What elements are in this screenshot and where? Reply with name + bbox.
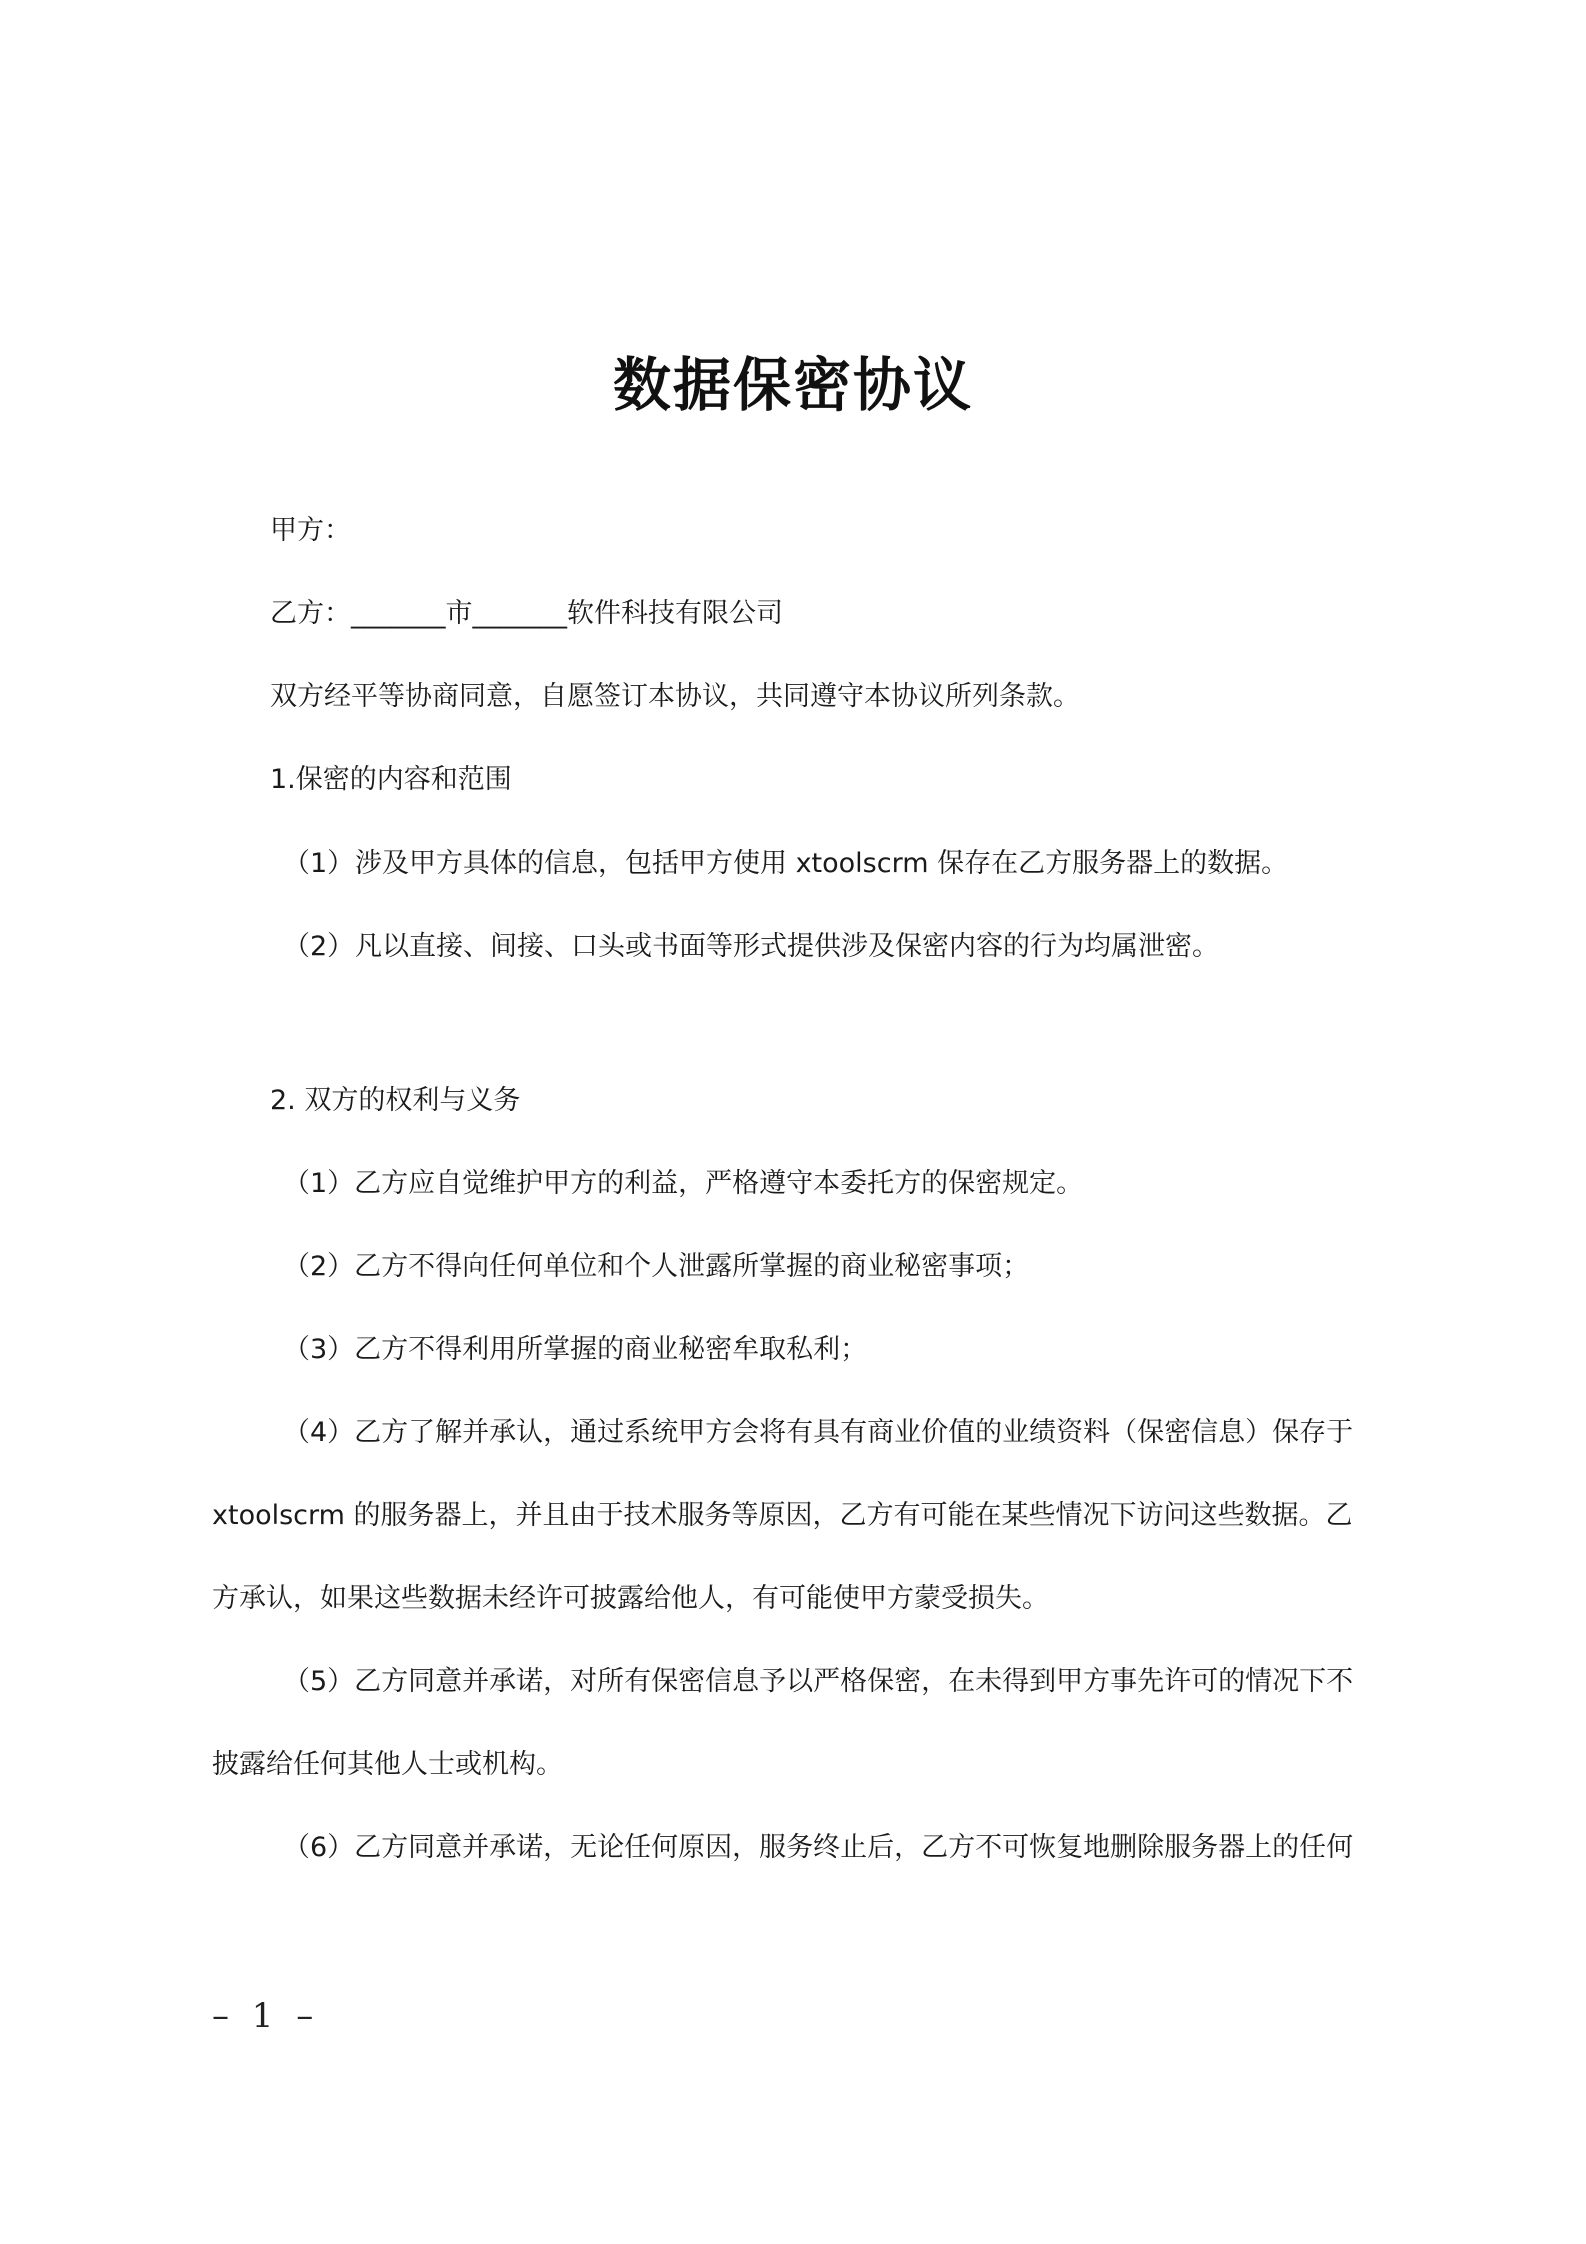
section-2-item-5-line-1: （5）乙方同意并承诺，对所有保密信息予以严格保密，在未得到甲方事先许可的情况下不 xyxy=(283,1666,1354,1697)
item-text: 涉及甲方具体的信息，包括甲方使用 xtoolscrm 保存在乙方服务器上的数据。 xyxy=(355,848,1289,879)
section-2-item-4-line-2: xtoolscrm 的服务器上，并且由于技术服务等原因，乙方有可能在某些情况下访问这些数据。乙 xyxy=(212,1500,1353,1531)
document-title: 数据保密协议 xyxy=(612,351,973,419)
section-2-item-1: （1）乙方应自觉维护甲方的利益，严格遵守本委托方的保密规定。 xyxy=(283,1168,1084,1199)
page-number: – 1 – xyxy=(212,1996,320,2036)
party-b-line: 乙方：_______市_______软件科技有限公司 xyxy=(270,598,783,629)
section-1-item-1 xyxy=(283,847,1288,881)
section-1-item-2 xyxy=(283,930,1219,964)
section-1-heading: 1.保密的内容和范围 xyxy=(270,764,512,795)
item-number: （1） xyxy=(283,848,355,879)
section-2-item-4-line-1: （4）乙方了解并承认，通过系统甲方会将有具有商业价值的业绩资料（保密信息）保存于 xyxy=(283,1417,1354,1448)
party-a-line: 甲方： xyxy=(270,515,351,546)
item-number: （2） xyxy=(283,931,355,962)
section-2-item-5-line-2: 披露给任何其他人士或机构。 xyxy=(212,1749,563,1780)
section-2-item-4-line-3: 方承认，如果这些数据未经许可披露给他人，有可能使甲方蒙受损失。 xyxy=(212,1583,1049,1614)
section-2-item-3: （3）乙方不得利用所掌握的商业秘密牟取私利； xyxy=(283,1334,868,1365)
section-2-item-6-line-1: （6）乙方同意并承诺，无论任何原因，服务终止后，乙方不可恢复地删除服务器上的任何 xyxy=(283,1832,1354,1863)
section-2-item-2: （2）乙方不得向任何单位和个人泄露所掌握的商业秘密事项； xyxy=(283,1251,1030,1282)
item-text: 凡以直接、间接、口头或书面等形式提供涉及保密内容的行为均属泄密。 xyxy=(355,931,1219,962)
intro-paragraph: 双方经平等协商同意，自愿签订本协议，共同遵守本协议所列条款。 xyxy=(270,681,1080,712)
section-2-heading: 2. 双方的权利与义务 xyxy=(270,1085,521,1116)
